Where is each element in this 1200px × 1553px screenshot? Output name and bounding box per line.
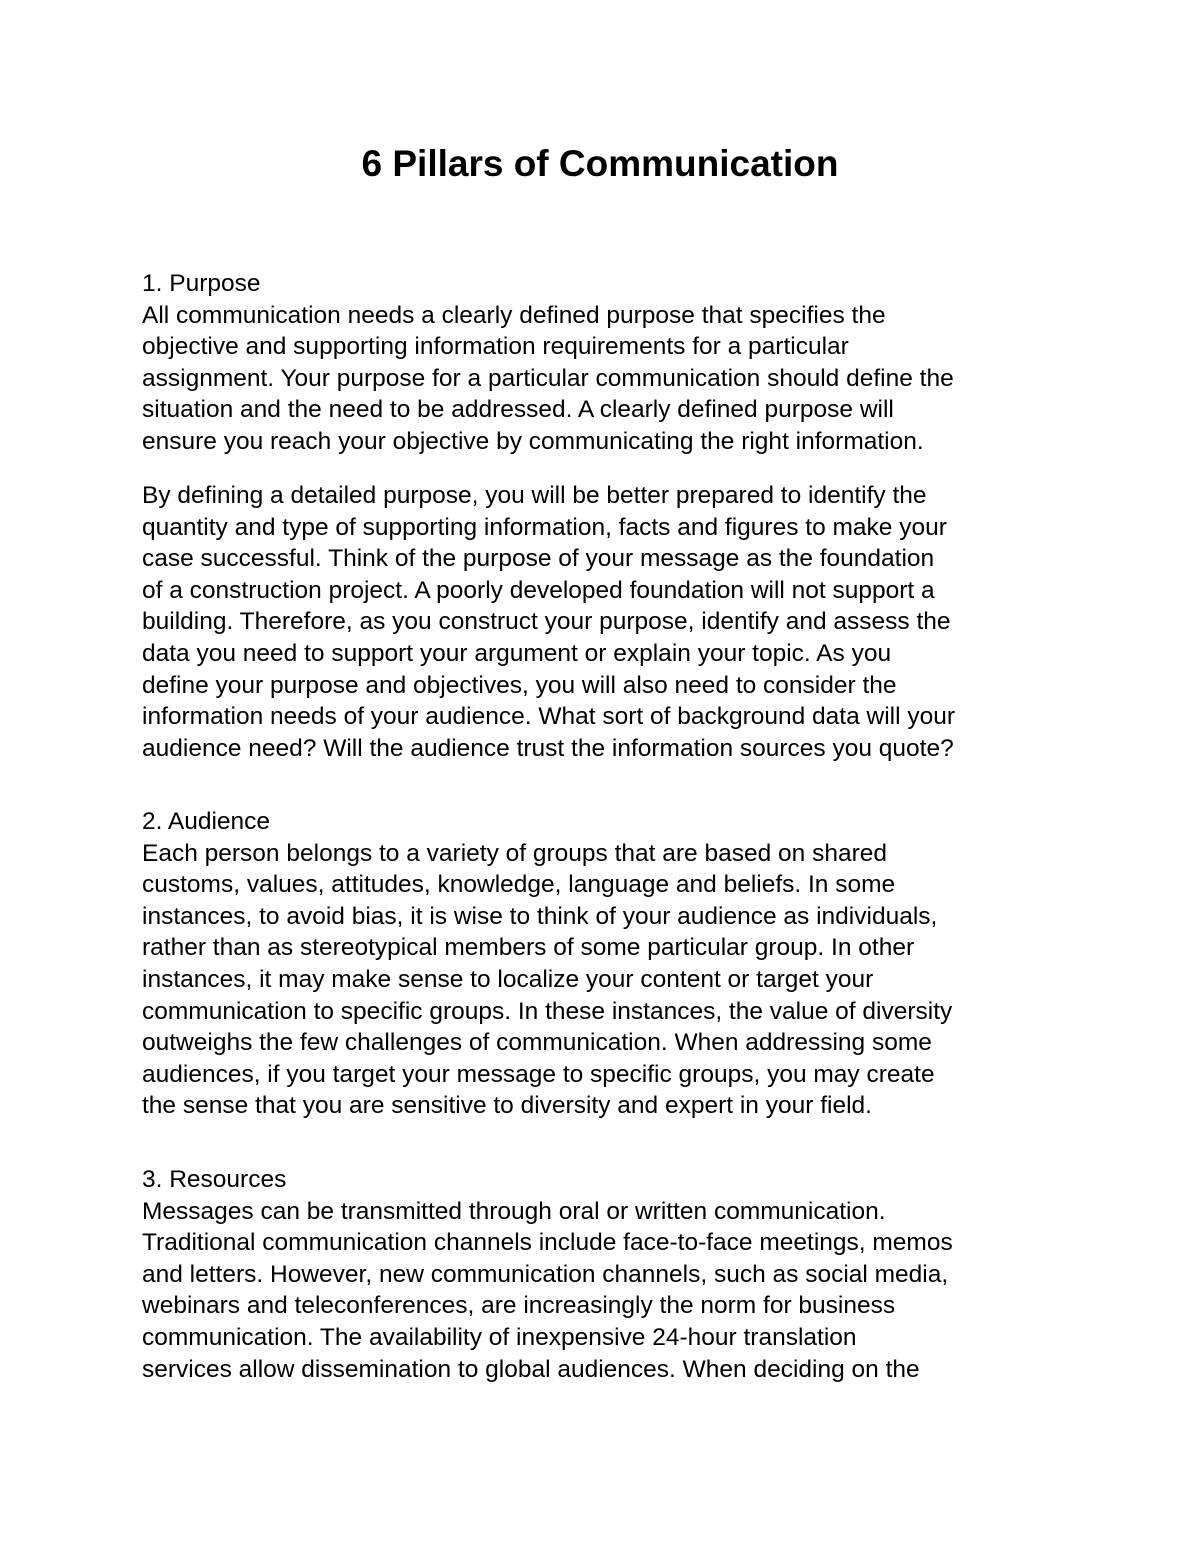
- text-line: All communication needs a clearly defined purpose that specifies the: [142, 301, 886, 329]
- section-audience: [142, 806, 1072, 1122]
- text-line: ensure you reach your objective by communicating the right information.: [142, 427, 924, 455]
- text-line: outweighs the few challenges of communication. When addressing some: [142, 1029, 932, 1057]
- text-line: communication. The availability of inexpensive 24-hour translation: [142, 1323, 857, 1351]
- text-line: of a construction project. A poorly developed foundation will not support a: [142, 576, 935, 604]
- text-line: objective and supporting information requirements for a particular: [142, 333, 849, 361]
- purpose-paragraph-2: [142, 480, 1072, 764]
- section-resources: [142, 1164, 1072, 1385]
- text-line: and letters. However, new communication channels, such as social media,: [142, 1260, 949, 1288]
- text-line: communication to specific groups. In these instances, the value of diversity: [142, 997, 953, 1025]
- text-line: audiences, if you target your message to specific groups, you may create: [142, 1060, 935, 1088]
- text-line: rather than as stereotypical members of some particular group. In other: [142, 934, 915, 962]
- text-line: building. Therefore, as you construct your purpose, identify and assess the: [142, 608, 951, 636]
- text-line: webinars and teleconferences, are increasingly the norm for business: [142, 1292, 896, 1320]
- section-heading: 3. Resources: [142, 1166, 287, 1193]
- text-line: data you need to support your argument or explain your topic. As you: [142, 639, 892, 667]
- text-line: audience need? Will the audience trust the information sources you quote?: [142, 734, 954, 762]
- text-line: customs, values, attitudes, knowledge, language and beliefs. In some: [142, 871, 896, 899]
- text-line: services allow dissemination to global audiences. When deciding on the: [142, 1355, 920, 1383]
- text-line: define your purpose and objectives, you will also need to consider the: [142, 671, 897, 699]
- text-line: Traditional communication channels include face-to-face meetings, memos: [142, 1229, 953, 1257]
- text-line: By defining a detailed purpose, you will be better prepared to identify the: [142, 482, 927, 509]
- page-title: 6 Pillars of Communication: [361, 143, 839, 184]
- text-line: Messages can be transmitted through oral or written communication.: [142, 1197, 886, 1225]
- section-heading: 2. Audience: [142, 808, 271, 835]
- text-line: case successful. Think of the purpose of your message as the foundation: [142, 545, 935, 573]
- text-line: the sense that you are sensitive to diversity and expert in your field.: [142, 1092, 872, 1120]
- text-line: quantity and type of supporting information, facts and figures to make your: [142, 513, 947, 541]
- text-line: information needs of your audience. What sort of background data will your: [142, 703, 956, 731]
- text-line: assignment. Your purpose for a particular communication should define the: [142, 364, 954, 392]
- section-purpose: [142, 268, 1072, 458]
- section-heading: 1. Purpose: [142, 270, 261, 297]
- text-line: situation and the need to be addressed. A clearly defined purpose will: [142, 396, 894, 424]
- text-line: instances, it may make sense to localize your content or target your: [142, 965, 874, 993]
- text-line: Each person belongs to a variety of groups that are based on shared: [142, 839, 888, 867]
- text-line: instances, to avoid bias, it is wise to think of your audience as individuals,: [142, 902, 938, 930]
